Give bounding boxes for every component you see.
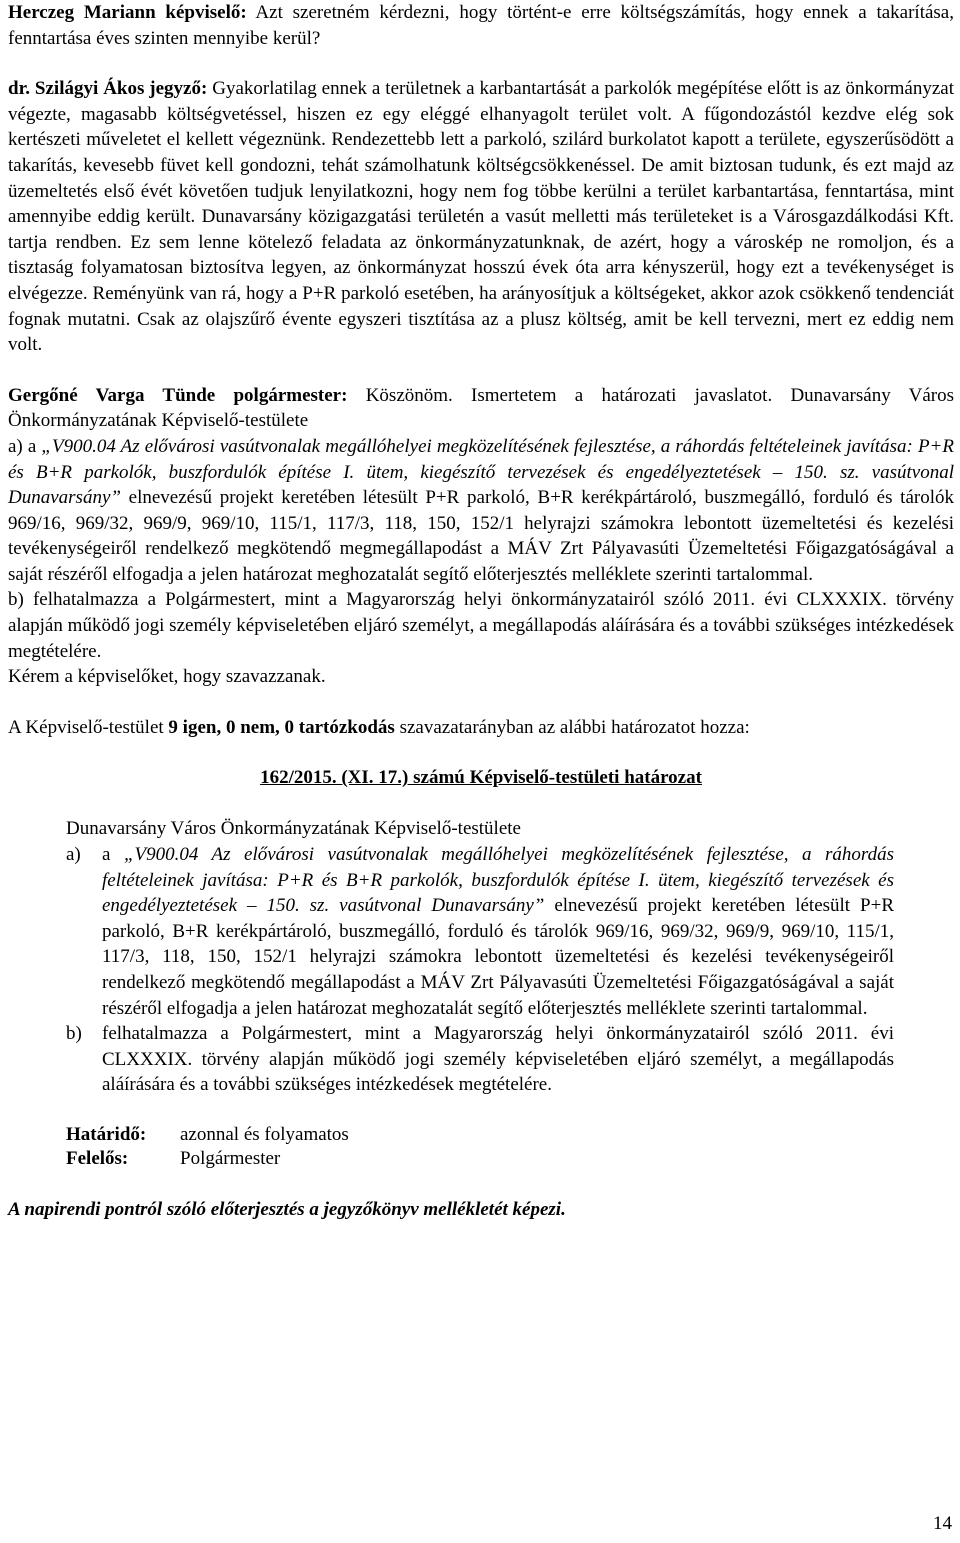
proposal-item-b: [8, 587, 954, 664]
page-number: 14: [933, 1513, 952, 1534]
spacer: [8, 690, 954, 715]
question-paragraph: [8, 0, 954, 51]
paragraph-text: Gyakorlatilag ennek a területnek a karbantartását a parkolók megépítése előtt is az önkormányzat végezte, magasabb költségvetéssel, hiszen ez egy eléggé elhanyagolt terület volt. A fűgondozástól kezdve elég sok kertészeti műveletet el kellett végeznünk.: [8, 78, 954, 151]
document-body: [8, 0, 954, 1223]
paragraph-text: De amit biztosan tudunk, és ezt majd az üzemeltetés első évét követően tudjuk lenyilatkozni, hogy nem fog többe kerülni a terület karbantartása, fenntartása, mint amennyibe eddig került. Dunavarsány közigazgatási területén a vasút melletti más területeket is a Városgazdálkodási Kft. tartja rendben. Ez sem lenne kötelező feladata az önkormányzatunknak, de azért, hogy a városkép ne romoljon, és a tisztaság folyamatosan biztosítva legyen, az önkormányzat hosszú évek óta arra kényszerül, hogy ezt a tevékenységet is elvégezze. Reményünk van rá, hogy a P+R parkoló esetében, ha arányosítjuk a költségeket, akkor azok csökkenő tendenciát fognak mutatni. Csak az olajszűrő évente egyszeri tisztítása az a plusz költség, amit be kell tervezni, mert ez eddig nem volt.: [8, 154, 954, 356]
spacer: [8, 51, 954, 76]
item-body: [102, 1021, 954, 1098]
speaker-name: dr. Szilágyi Ákos jegyző:: [8, 78, 208, 100]
project-title: „V900.04 Az elővárosi vasútvonalak megállóhelyei megközelítésének fejlesztése, a ráhordás feltételeinek javítása: P+R és B+R parkolók, buszfordulók építése I. ütem, kiegészítő tervezések és engedélyeztetések – 150. sz. vasútvonal Dunavarsány”: [102, 844, 894, 917]
resolution-item-a: [8, 842, 954, 1021]
speaker-name: Herczeg Mariann képviselő:: [8, 2, 247, 23]
resolution-item-b: [8, 1021, 954, 1098]
item-text: b) felhatalmazza a Polgármestert, mint a Magyarország helyi önkormányzatairól szóló 2011. évi CLXXXIX. törvény alapján működő jogi személy képviseletében eljáró személyt, a megállapodás aláírására és a további szükséges intézkedések megtételére.: [8, 589, 954, 662]
spacer: [8, 358, 954, 383]
attachment-note: [8, 1197, 954, 1223]
deadline-label: Határidő:: [66, 1123, 147, 1145]
paragraph-text: Köszönöm. Ismertetem a határozati javaslatot. Dunavarsány Város Önkormányzatának Képviselő-testülete: [8, 384, 954, 432]
mayor-paragraph: [8, 383, 954, 434]
proposal-item-a: [8, 434, 954, 588]
item-label: b): [66, 1023, 82, 1045]
responsible-value: Polgármester: [180, 1148, 281, 1170]
responsible-label: Felelős:: [66, 1148, 129, 1170]
paragraph-text: Azt szeretném kérdezni, hogy történt-e erre költségszámítás, hogy ennek a takarítása, fenntartása éves szinten mennyibe kerül?: [8, 2, 954, 49]
paragraph-text: Rendezettebb lett a parkoló, szilárd burkolatot kapott a területe, egyszerűsödött a takarítás, kevesebb füvet kell gondozni, tehát számolhatunk költségcsökkenéssel.: [8, 129, 954, 176]
item-label: a): [66, 844, 81, 866]
spacer: [8, 791, 954, 816]
responsible-row: [8, 1147, 954, 1172]
deadline-row: [8, 1123, 954, 1148]
item-label: a) a: [8, 435, 42, 457]
spacer: [8, 740, 954, 765]
speaker-name: Gergőné Varga Tünde polgármester:: [8, 384, 348, 406]
item-lead: a: [102, 844, 124, 866]
spacer: [8, 1098, 954, 1123]
vote-count: 9 igen, 0 nem, 0 tartózkodás: [168, 716, 395, 738]
answer-paragraph: [8, 76, 954, 358]
vote-prefix: A Képviselő-testület: [8, 716, 169, 738]
closing-line: [8, 664, 954, 690]
project-title: „V900.04 Az elővárosi vasútvonalak megállóhelyei megközelítésének fejlesztése, a ráhordás feltételeinek javítása: P+R és B+R parkolók, buszfordulók építése I. ütem, kiegészítő tervezések és engedélyeztetések – 150. sz. vasútvonal Dunavarsány”: [8, 435, 954, 509]
vote-result: [8, 715, 954, 741]
item-body: [102, 842, 954, 1021]
attachment-note-text: A napirendi pontról szóló előterjesztés a jegyzőkönyv mellékletét képezi.: [8, 1198, 566, 1220]
closing-text: Kérem a képviselőket, hogy szavazzanak.: [8, 666, 326, 688]
spacer: [8, 1172, 954, 1197]
resolution-intro: Dunavarsány Város Önkormányzatának Képviselő-testülete: [66, 818, 521, 840]
resolution-title: 162/2015. (XI. 17.) számú Képviselő-testületi határozat: [260, 767, 702, 789]
item-text: felhatalmazza a Polgármestert, mint a Magyarország helyi önkormányzatairól szóló 2011. évi CLXXXIX. törvény alapján működő jogi személy képviseletében eljáró személyt, a megállapodás aláírására és a további szükséges intézkedések megtételére.: [102, 1023, 894, 1096]
item-text: elnevezésű projekt keretében létesült P+R parkoló, B+R kerékpártároló, buszmegálló, forduló és tárolók 969/16, 969/32, 969/9, 969/10, 115/1, 117/3, 118, 150, 152/1 helyrajzi számokra lebontott üzemeltetési és kezelési tevékenységeiről rendelkező megkötendő megállapodást a MÁV Zrt Pályavasúti Üzemeltetési Főigazgatóságával a saját részéről elfogadja a jelen határozat meghozatalát segítő előterjesztés melléklete szerinti tartalommal.: [102, 895, 894, 1019]
vote-suffix: szavazatarányban az alábbi határozatot hozza:: [394, 716, 750, 738]
deadline-value: azonnal és folyamatos: [180, 1123, 349, 1145]
item-text: elnevezésű projekt keretében létesült P+R parkoló, B+R kerékpártároló, buszmegálló, forduló és tárolók 969/16, 969/32, 969/9, 969/10, 115/1, 117/3, 118, 150, 152/1 helyrajzi számokra lebontott üzemeltetési és kezelési tevékenységeiről rendelkező megkötendő megmegállapodást a MÁV Zrt Pályavasúti Üzemeltetési Főigazgatóságával a saját részéről elfogadja a jelen határozat meghozatalát segítő előterjesztés melléklete szerinti tartalommal.: [8, 487, 954, 585]
